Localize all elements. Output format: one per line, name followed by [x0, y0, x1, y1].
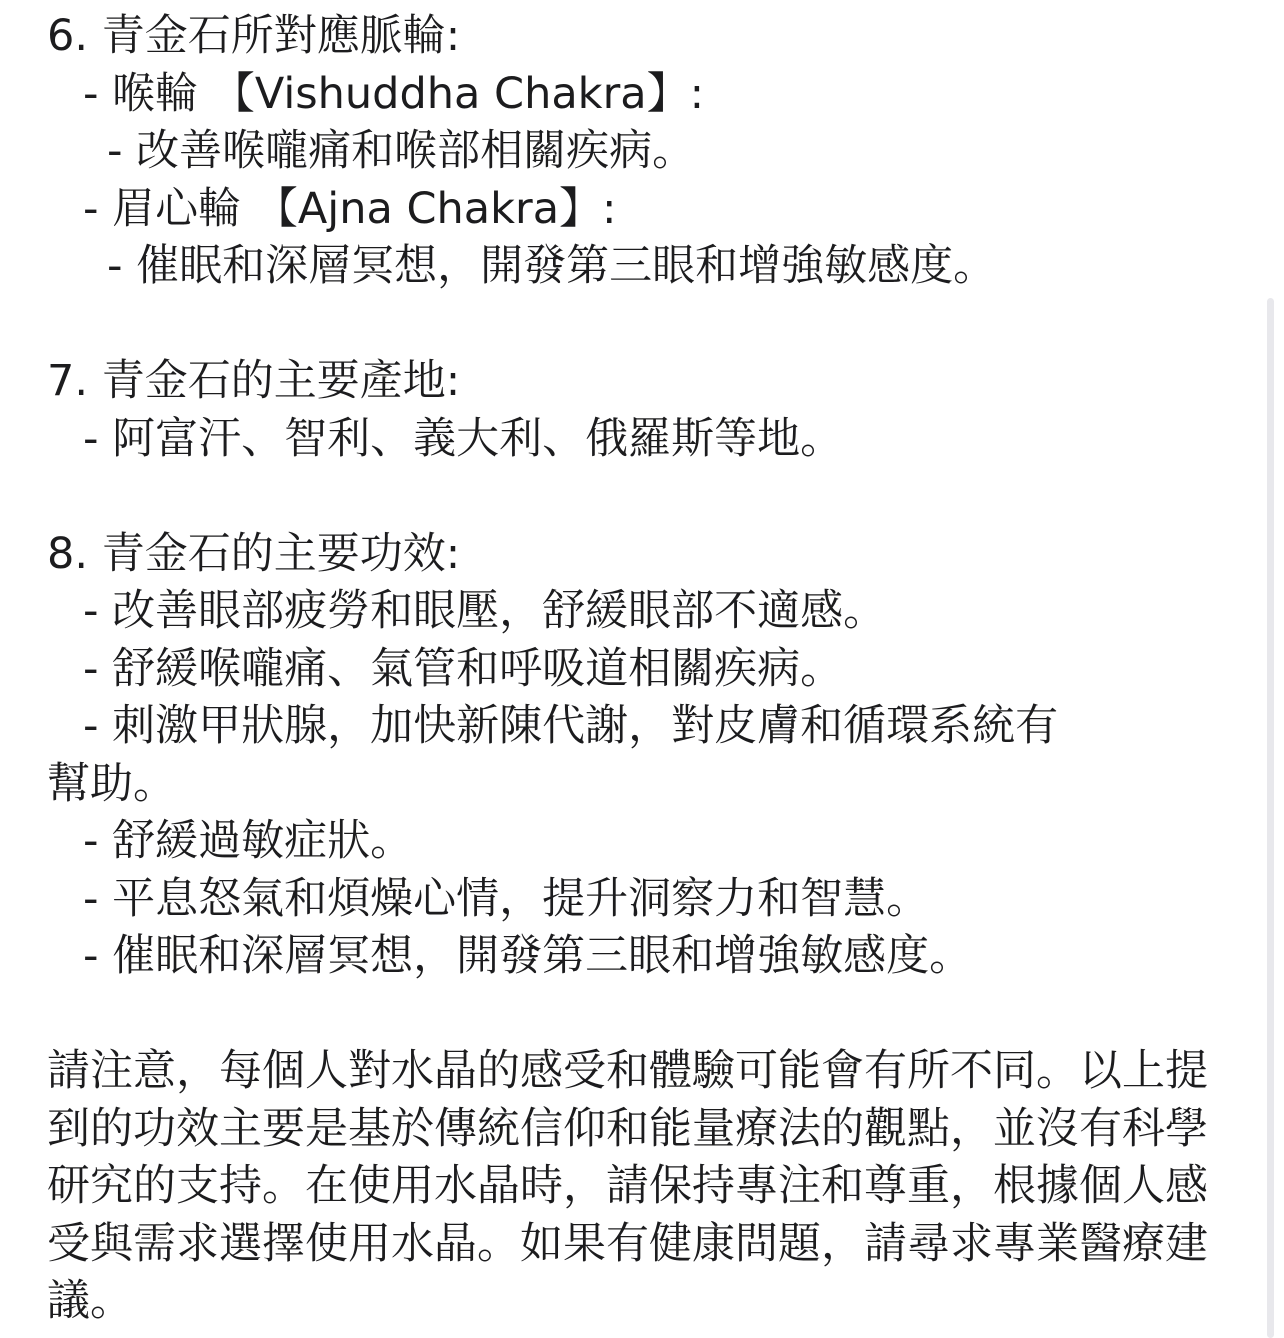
throat-chakra-label: - 喉輪 【Vishuddha Chakra】: — [83, 68, 705, 119]
brow-chakra-label: - 眉心輪 【Ajna Chakra】: — [83, 183, 617, 234]
effect-item: - 刺激甲狀腺，加快新陳代謝，對皮膚和循環系統有 — [83, 701, 1059, 751]
brow-chakra-desc: - 催眠和深層冥想，開發第三眼和增強敏感度。 — [107, 241, 997, 291]
section-6-heading: 6. 青金石所對應脈輪: — [47, 11, 461, 61]
section-7-heading: 7. 青金石的主要產地: — [47, 356, 461, 406]
effect-item: - 舒緩喉嚨痛、氣管和呼吸道相關疾病。 — [83, 643, 844, 694]
origin-item: - 阿富汗、智利、義大利、俄羅斯等地。 — [83, 413, 844, 464]
effect-item: - 改善眼部疲勞和眼壓，舒緩眼部不適感。 — [83, 586, 887, 636]
effect-item: - 平息怒氣和煩燥心情，提升洞察力和智慧。 — [83, 873, 930, 924]
disclaimer-paragraph: 請注意，每個人對水晶的感受和體驗可能會有所不同。以上提到的功效主要是基於傳統信仰和能量療法的觀點，並沒有科學研究的支持。在使用水晶時，請保持專注和尊重，根據個人感受與需求選擇使用水晶。如果有健康問題，請尋求專業醫療建議。 — [47, 1046, 1208, 1326]
throat-chakra-desc: - 改善喉嚨痛和喉部相關疾病。 — [107, 126, 696, 176]
message-text — [47, 8, 1237, 1331]
effect-item-continuation: 幫助。 — [47, 758, 176, 809]
effect-item: - 舒緩過敏症狀。 — [83, 816, 414, 866]
effect-item: - 催眠和深層冥想，開發第三眼和增強敏感度。 — [83, 931, 973, 981]
section-8-heading: 8. 青金石的主要功效: — [47, 528, 461, 579]
scrollbar[interactable] — [1267, 298, 1274, 1338]
